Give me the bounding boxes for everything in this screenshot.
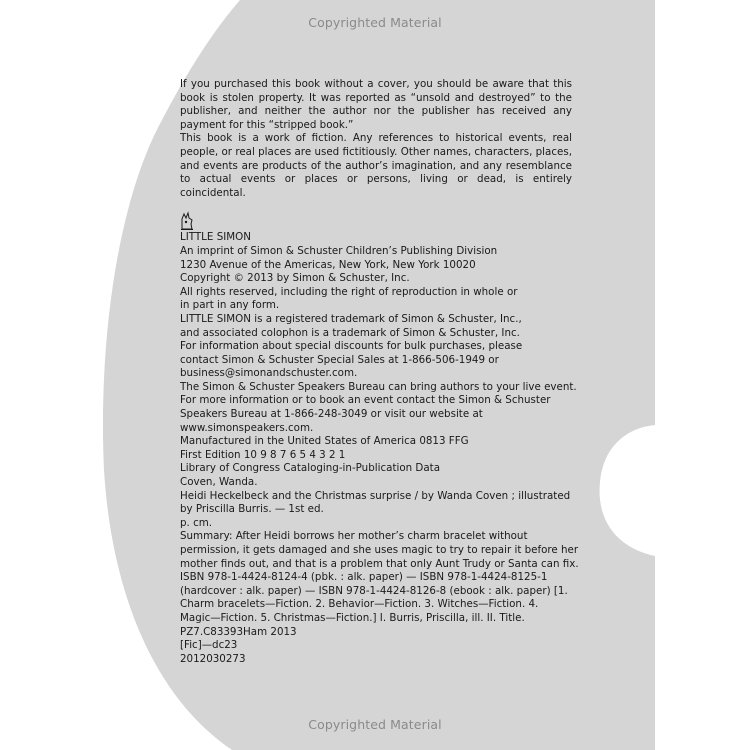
copyright-line: LITTLE SIMON is a registered trademark of Simon & Schuster, Inc.,	[180, 312, 522, 325]
copyright-line: p. cm.	[180, 516, 213, 529]
copyright-line: Summary: After Heidi borrows her mother’s charm bracelet without	[180, 530, 528, 543]
copyright-line: Coven, Wanda.	[180, 476, 258, 489]
stripped-book-notice: If you purchased this book without a cover, you should be aware that this book is stolen property. It was reported as “unsold and destroyed” to the publisher, and neither the author nor the publisher has received any payment for this “stripped book.”	[180, 78, 572, 131]
copyright-line: First Edition 10 9 8 7 6 5 4 3 2 1	[180, 448, 346, 461]
copyright-line: Heidi Heckelbeck and the Christmas surprise / by Wanda Coven ; illustrated	[180, 489, 571, 502]
copyright-line: 2012030273	[180, 652, 246, 665]
copyright-line: Charm bracelets—Fiction. 2. Behavior—Fiction. 3. Witches—Fiction. 4.	[180, 598, 539, 611]
copyright-line: Magic—Fiction. 5. Christmas—Fiction.] I. Burris, Priscilla, ill. II. Title.	[180, 611, 525, 624]
copyright-line: (hardcover : alk. paper) — ISBN 978-1-4424-8126-8 (ebook : alk. paper) [1.	[180, 584, 568, 597]
copyright-line: [Fic]—dc23	[180, 639, 238, 652]
copyright-line: permission, it gets damaged and she uses magic to try to repair it before her	[180, 544, 579, 556]
copyright-line: Library of Congress Cataloging-in-Publication Data	[180, 462, 441, 475]
copyright-line: LITTLE SIMON	[180, 231, 251, 244]
copyright-line: For information about special discounts for bulk purchases, please	[180, 340, 523, 353]
watermark-top: Copyrighted Material	[308, 15, 442, 30]
copyright-line: For more information or to book an event contact the Simon & Schuster	[180, 394, 551, 407]
copyright-line: contact Simon & Schuster Special Sales at 1-866-506-1949 or	[180, 353, 499, 366]
copyright-line: An imprint of Simon & Schuster Children’s Publishing Division	[180, 244, 498, 257]
copyright-line: www.simonspeakers.com.	[180, 421, 314, 434]
copyright-line: 1230 Avenue of the Americas, New York, New York 10020	[180, 258, 476, 271]
copyright-text	[180, 78, 579, 666]
logo-figure	[182, 213, 192, 229]
copyright-block	[180, 231, 579, 666]
copyright-line: mother finds out, and that is a problem that only Aunt Trudy or Santa can fix.	[180, 557, 579, 570]
copyright-line: Copyright © 2013 by Simon & Schuster, Inc.	[180, 272, 410, 285]
copyright-line: Speakers Bureau at 1-866-248-3049 or visit our website at	[180, 408, 483, 421]
copyright-line: All rights reserved, including the right of reproduction in whole or	[180, 285, 518, 298]
copyright-line: and associated colophon is a trademark of Simon & Schuster, Inc.	[180, 326, 520, 339]
watermark-bottom: Copyrighted Material	[308, 717, 442, 732]
fiction-disclaimer: This book is a work of fiction. Any references to historical events, real people, or real places are used fictitiously. Other names, characters, places, and events are products of the author’s imagination, and any resemblance to actual events or places or persons, living or dead, is entirely coincidental.	[180, 132, 572, 199]
copyright-line: PZ7.C83393Ham 2013	[180, 625, 297, 638]
copyright-line: Manufactured in the United States of America 0813 FFG	[180, 435, 469, 448]
copyright-line: business@simonandschuster.com.	[180, 367, 358, 380]
copyright-line: by Priscilla Burris. — 1st ed.	[180, 503, 324, 516]
little-simon-logo	[180, 211, 194, 231]
copyright-line: in part in any form.	[180, 299, 280, 312]
copyright-line: The Simon & Schuster Speakers Bureau can bring authors to your live event.	[180, 380, 577, 393]
copyright-line: ISBN 978-1-4424-8124-4 (pbk. : alk. paper) — ISBN 978-1-4424-8125-1	[180, 571, 548, 584]
